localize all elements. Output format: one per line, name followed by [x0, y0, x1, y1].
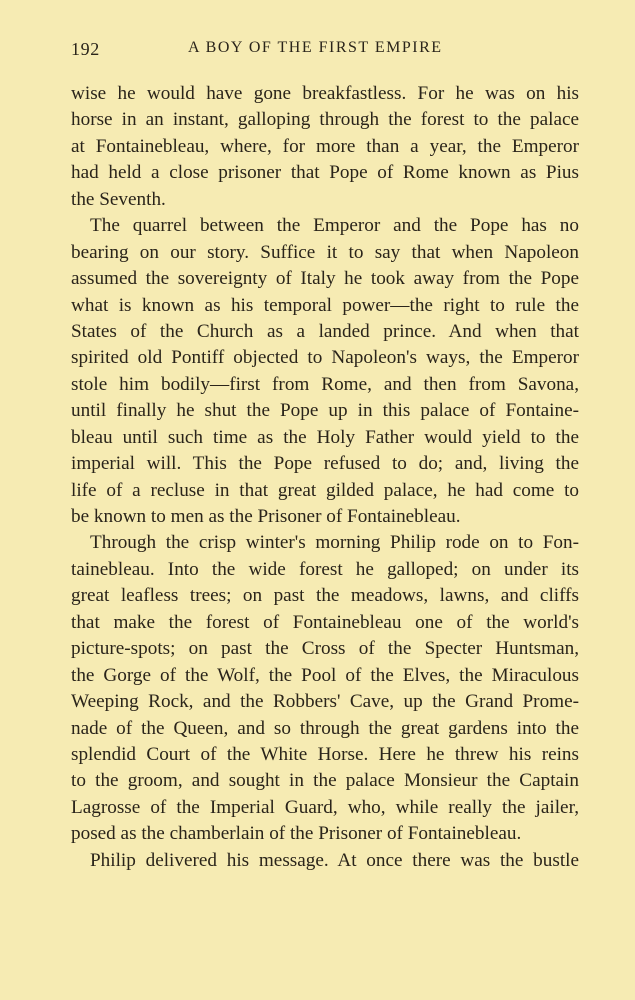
running-title: A BOY OF THE FIRST EMPIRE [188, 39, 443, 56]
text-line: stole him bodily—first from Rome, and then from Savona, [71, 373, 579, 395]
text-line: bleau until such time as the Holy Father would yield to the [71, 426, 579, 448]
text-line: the Gorge of the Wolf, the Pool of the Elves, the Miraculous [71, 664, 579, 686]
running-head [71, 39, 579, 63]
text-line: Through the crisp winter's morning Philip rode on to Fon- [90, 532, 579, 554]
text-line: at Fontainebleau, where, for more than a year, the Emperor [71, 135, 579, 157]
text-line: picture-spots; on past the Cross of the Specter Huntsman, [71, 638, 579, 660]
text-line: Weeping Rock, and the Robbers' Cave, up the Grand Prome- [71, 691, 579, 713]
text-line: posed as the chamberlain of the Prisoner of Fontainebleau. [71, 823, 522, 845]
text-line: States of the Church as a landed prince. And when that [71, 320, 579, 342]
text-line: imperial will. This the Pope refused to do; and, living the [71, 453, 579, 475]
text-line: had held a close prisoner that Pope of Rome known as Pius [71, 162, 579, 184]
text-line: what is known as his temporal power—the right to rule the [71, 294, 579, 316]
text-line: to the groom, and sought in the palace Monsieur the Captain [71, 770, 579, 792]
text-line: wise he would have gone breakfastless. For he was on his [71, 83, 579, 104]
text-line: the Seventh. [71, 188, 166, 210]
text-line: that make the forest of Fontainebleau one of the world's [71, 611, 579, 633]
text-line: nade of the Queen, and so through the great gardens into the [71, 717, 579, 739]
text-line: Lagrosse of the Imperial Guard, who, while really the jailer, [71, 796, 579, 818]
text-line: life of a recluse in that great gilded palace, he had come to [71, 479, 579, 501]
text-line: Philip delivered his message. At once there was the bustle [90, 849, 579, 871]
page-number: 192 [71, 39, 100, 59]
text-line: until finally he shut the Pope up in this palace of Fontaine- [71, 400, 579, 422]
text-line: tainebleau. Into the wide forest he galloped; on under its [71, 558, 579, 580]
body-text [71, 81, 579, 874]
text-line: be known to men as the Prisoner of Fontainebleau. [71, 506, 461, 527]
text-line: horse in an instant, galloping through the forest to the palace [71, 109, 579, 131]
text-line: bearing on our story. Suffice it to say that when Napoleon [71, 241, 579, 263]
text-line: great leafless trees; on past the meadows, lawns, and cliffs [71, 585, 579, 607]
text-line: spirited old Pontiff objected to Napoleon's ways, the Emperor [71, 347, 579, 369]
text-line: The quarrel between the Emperor and the Pope has no [90, 215, 579, 237]
text-line: assumed the sovereignty of Italy he took away from the Pope [71, 268, 579, 290]
text-line: splendid Court of the White Horse. Here he threw his reins [71, 743, 579, 765]
